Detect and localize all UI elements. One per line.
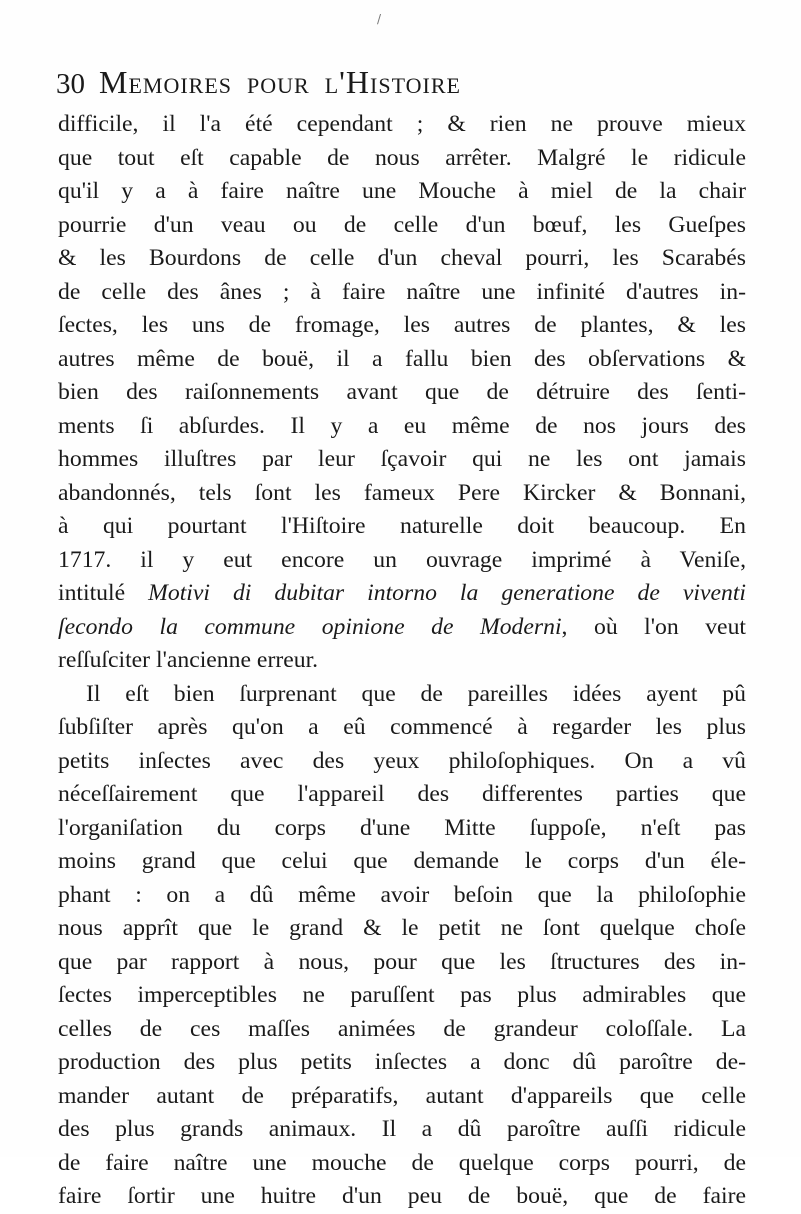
text-line: néceſſairement que l'appareil des differentes parties que: [58, 781, 746, 807]
text-line: petits inſectes avec des yeux philoſophiques. On a vû: [58, 747, 746, 774]
text-line: [58, 611, 746, 645]
text-line: [58, 577, 746, 611]
text-line: ments ſi abſurdes. Il y a eu même de nos jours des: [58, 412, 746, 439]
body-text: [58, 108, 746, 1214]
italic-title-segment: ſecondo la commune opinione de Moderni: [58, 613, 562, 640]
text-line: 1717. il y eut encore un ouvrage imprimé à Veniſe,: [58, 546, 746, 573]
text-line: des plus grands animaux. Il a dû paroître auſſi ridicule: [58, 1116, 746, 1142]
text-line: que par rapport à nous, pour que les ſtructures des in-: [58, 948, 746, 975]
italic-title-segment: Motivi di dubitar intorno la generatione de viventi: [148, 580, 746, 606]
text-line: moins grand que celui que demande le corps d'un éle-: [58, 848, 746, 874]
text-line: autres même de bouë, il a fallu bien des obſervations &: [58, 345, 746, 372]
text-line: celles de ces maſſes animées de grandeur coloſſale. La: [58, 1015, 746, 1042]
text-line: difficile, il l'a été cependant ; & rien ne prouve mieux: [58, 111, 746, 137]
text-line: nous apprît que le grand & le petit ne ſont quelque choſe: [58, 915, 746, 941]
text-line: faire ſortir une huitre d'un peu de bouë, que de faire: [58, 1183, 746, 1209]
margin-mark: /: [377, 12, 382, 26]
text-line: de faire naître une mouche de quelque corps pourri, de: [58, 1149, 746, 1176]
text-line: à qui pourtant l'Hiſtoire naturelle doit beaucoup. En: [58, 513, 746, 539]
running-title: Memoires pour l'Histoire: [99, 64, 461, 100]
text-segment: , où l'on veut: [561, 613, 746, 640]
text-line: l'organiſation du corps d'une Mitte ſuppoſe, n'eſt pas: [58, 814, 746, 841]
text-line: de celle des ânes ; à faire naître une infinité d'autres in-: [58, 278, 746, 305]
text-line: abandonnés, tels ſont les fameux Pere Kircker & Bonnani,: [58, 479, 746, 506]
text-line: phant : on a dû même avoir beſoin que la philoſophie: [58, 881, 746, 908]
text-line: bien des raiſonnements avant que de détruire des ſenti-: [58, 379, 746, 405]
text-line: ſubſiſter après qu'on a eû commencé à regarder les plus: [58, 714, 746, 740]
page-number: 30: [56, 68, 85, 100]
text-line: ſectes, les uns de fromage, les autres de plantes, & les: [58, 312, 746, 338]
text-line: hommes illuſtres par leur ſçavoir qui ne les ont jamais: [58, 446, 746, 472]
running-head: [56, 64, 746, 104]
text-line: pourrie d'un veau ou de celle d'un bœuf, les Gueſpes: [58, 211, 746, 238]
text-line: ſectes imperceptibles ne paruſſent pas plus admirables que: [58, 982, 746, 1008]
text-segment: intitulé: [58, 580, 149, 606]
text-line: qu'il y a à faire naître une Mouche à miel de la chair: [58, 178, 746, 204]
text-line: production des plus petits inſectes a donc dû paroître de-: [58, 1049, 746, 1075]
text-line: reſſuſciter l'ancienne erreur.: [58, 647, 319, 673]
text-line: Il eſt bien ſurprenant que de pareilles idées ayent pû: [86, 680, 746, 707]
text-line: que tout eſt capable de nous arrêter. Malgré le ridicule: [58, 144, 746, 171]
text-line: mander autant de préparatifs, autant d'appareils que celle: [58, 1082, 746, 1109]
text-line: & les Bourdons de celle d'un cheval pourri, les Scarabés: [58, 245, 746, 271]
